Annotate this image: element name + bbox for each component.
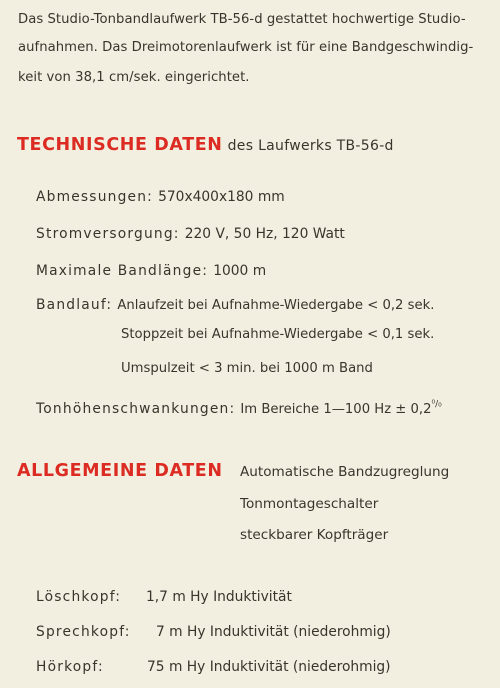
bandlaenge-value: 1000 m (213, 263, 267, 279)
general-item-3: steckbarer Kopfträger (240, 527, 389, 543)
general-heading: ALLGEMEINE DATEN (17, 461, 223, 481)
sprechkopf-value: 7 m Hy Induktivität (niederohmig) (156, 624, 391, 640)
row-bandlaenge (36, 260, 266, 279)
sprechkopf-label: Sprechkopf: (36, 624, 131, 640)
loeschkopf-label: Löschkopf: (36, 589, 122, 605)
abmessungen-value: 570x400x180 mm (158, 189, 285, 205)
bandlauf-label: Bandlauf: (36, 297, 113, 313)
general-item-1: Automatische Bandzugreglung (240, 464, 450, 480)
hoerkopf-label: Hörkopf: (36, 659, 104, 675)
tech-heading-suffix: des Laufwerks TB-56-d (227, 138, 394, 154)
hoerkopf-value: 75 m Hy Induktivität (niederohmig) (147, 659, 391, 675)
row-bandlauf (36, 294, 434, 313)
intro-line-2: aufnahmen. Das Dreimotorenlaufwerk ist für eine Bandgeschwindig- (18, 40, 474, 55)
general-item-2: Tonmontageschalter (240, 496, 379, 512)
percent-sign: ⁰/₀ (431, 399, 442, 410)
row-stromversorgung (36, 223, 345, 242)
tonhoehe-label: Tonhöhenschwankungen: (36, 401, 236, 417)
intro-line-1: Das Studio-Tonbandlaufwerk TB-56-d gestattet hochwertige Studio- (18, 12, 466, 27)
intro-line-3: keit von 38,1 cm/sek. eingerichtet. (18, 70, 250, 85)
strom-label: Stromversorgung: (36, 226, 180, 242)
bandlaenge-label: Maximale Bandlänge: (36, 263, 209, 279)
tech-heading-block (17, 135, 394, 155)
tech-heading: TECHNISCHE DATEN (17, 135, 223, 155)
abmessungen-label: Abmessungen: (36, 189, 154, 205)
tonhoehe-value: Im Bereiche 1—100 Hz ± 0,2 (240, 402, 432, 417)
row-abmessungen (36, 186, 285, 205)
bandlauf-line-1: Anlaufzeit bei Aufnahme-Wiedergabe < 0,2 sek. (117, 298, 435, 313)
bandlauf-line-2: Stoppzeit bei Aufnahme-Wiedergabe < 0,1 sek. (121, 327, 435, 342)
loeschkopf-value: 1,7 m Hy Induktivität (146, 589, 292, 605)
strom-value: 220 V, 50 Hz, 120 Watt (184, 226, 345, 242)
row-tonhoehe (36, 398, 442, 417)
bandlauf-line-3: Umspulzeit < 3 min. bei 1000 m Band (121, 361, 373, 376)
